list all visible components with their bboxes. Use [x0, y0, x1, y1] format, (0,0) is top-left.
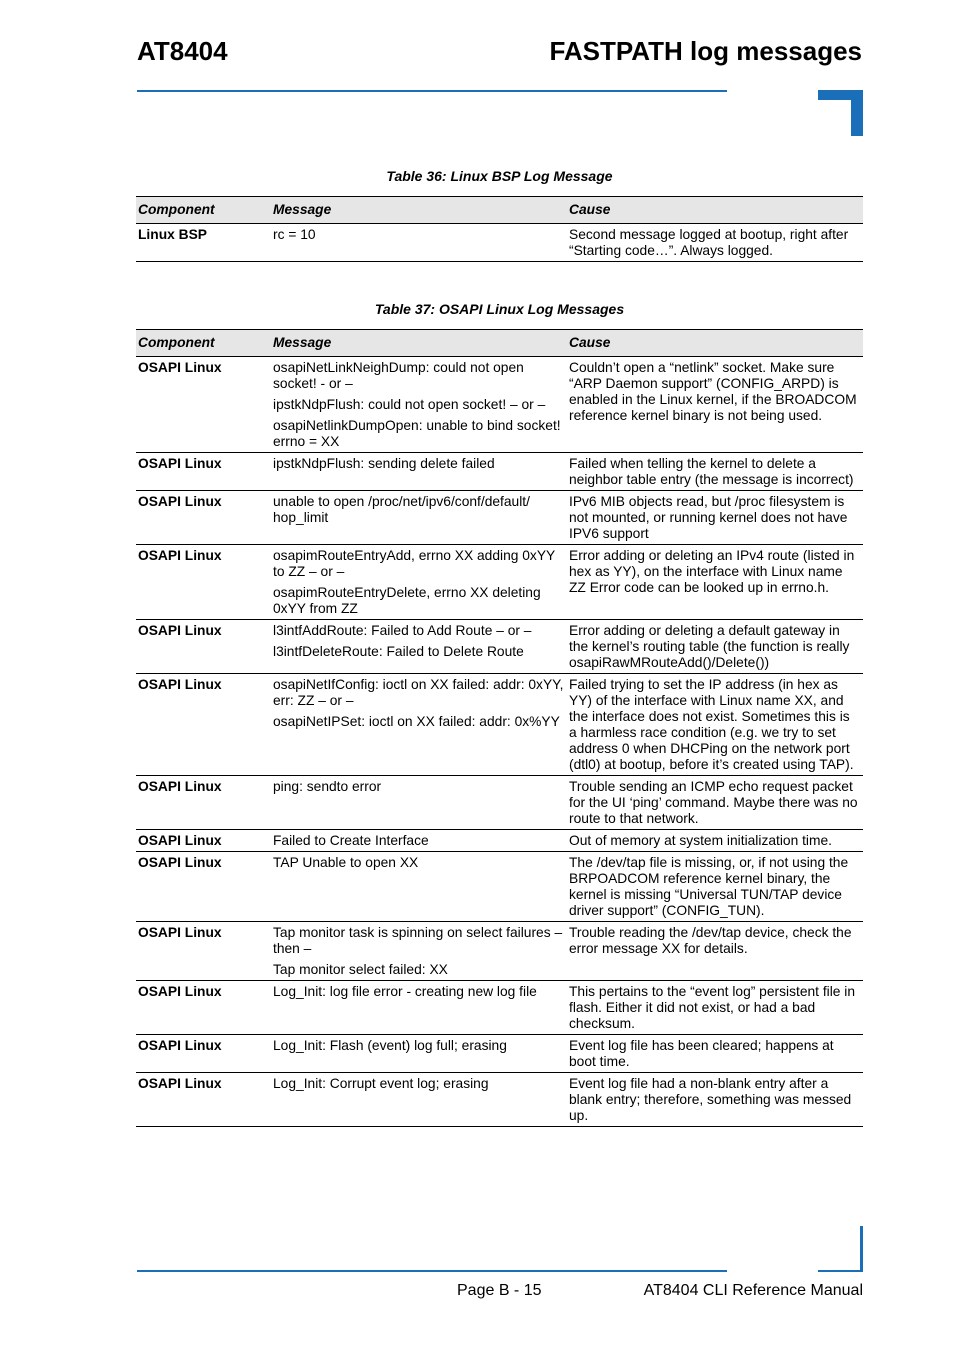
component-cell: OSAPI Linux [136, 453, 271, 491]
column-header-message: Message [271, 330, 567, 357]
cause-cell: Trouble reading the /dev/tap device, check the error message XX for details. [567, 922, 863, 981]
message-line: Tap monitor task is spinning on select failures – then – [273, 925, 563, 956]
cause-cell: Event log file had a non-blank entry after a blank entry; therefore, something was messed up. [567, 1073, 863, 1127]
column-header-component: Component [136, 330, 271, 357]
table-row [136, 491, 863, 545]
table-row [136, 1073, 863, 1127]
table-row [136, 224, 863, 262]
message-cell [271, 922, 567, 981]
table-row [136, 852, 863, 922]
table-row [136, 1035, 863, 1073]
message-line: Failed to Create Interface [273, 833, 429, 848]
table37 [136, 329, 863, 1127]
message-line: osapiNetIfConfig: ioctl on XX failed: addr: 0xYY, err: ZZ – or – [273, 677, 564, 708]
cause-cell: Second message logged at bootup, right after “Starting code…”. Always logged. [567, 224, 863, 262]
column-header-component: Component [136, 197, 271, 224]
component-cell: OSAPI Linux [136, 852, 271, 922]
message-line: ipstkNdpFlush: could not open socket! – or – [273, 397, 546, 412]
manual-title: AT8404 CLI Reference Manual [643, 1282, 863, 1299]
message-cell [271, 545, 567, 620]
message-line: l3intfAddRoute: Failed to Add Route – or – [273, 623, 532, 638]
component-cell: OSAPI Linux [136, 1073, 271, 1127]
column-header-message: Message [271, 197, 567, 224]
component-cell: OSAPI Linux [136, 830, 271, 852]
message-line: rc = 10 [273, 227, 316, 242]
footer-rule [137, 1270, 727, 1272]
component-cell: OSAPI Linux [136, 776, 271, 830]
component-cell: Linux BSP [136, 224, 271, 262]
corner-mark-bottom-horizontal [818, 1270, 863, 1272]
column-header-cause: Cause [567, 197, 863, 224]
message-cell [271, 1073, 567, 1127]
component-cell: OSAPI Linux [136, 1035, 271, 1073]
message-cell [271, 776, 567, 830]
message-cell [271, 1035, 567, 1073]
table-row [136, 357, 863, 453]
message-cell [271, 674, 567, 776]
cause-cell: Event log file has been cleared; happens at boot time. [567, 1035, 863, 1073]
table-row [136, 830, 863, 852]
message-cell [271, 453, 567, 491]
header-rule [137, 90, 727, 92]
message-cell [271, 852, 567, 922]
component-cell: OSAPI Linux [136, 620, 271, 674]
message-line: osapimRouteEntryAdd, errno XX adding 0xYY to ZZ – or – [273, 548, 555, 579]
table-row [136, 453, 863, 491]
message-line: ipstkNdpFlush: sending delete failed [273, 456, 495, 471]
message-line: Log_Init: Flash (event) log full; erasing [273, 1038, 507, 1053]
cause-cell: Failed trying to set the IP address (in hex as YY) of the interface with Linux name XX, and the interface does not exist. Sometimes this is a harmless race condition (e.g. we try to set address 0 when DHCPing on the network port (dtl0) at bootup, before it’s created using TAP). [567, 674, 863, 776]
cause-cell: Trouble sending an ICMP echo request packet for the UI ‘ping’ command. Maybe there was no route to that network. [567, 776, 863, 830]
message-cell [271, 491, 567, 545]
message-line: osapiNetlinkDumpOpen: unable to bind socket! errno = XX [273, 418, 561, 449]
message-line: l3intfDeleteRoute: Failed to Delete Route [273, 644, 524, 659]
cause-cell: Couldn’t open a “netlink” socket. Make sure “ARP Daemon support” (CONFIG_ARPD) is enabled in the Linux kernel, if the BROADCOM reference kernel binary is not being used. [567, 357, 863, 453]
message-line: ping: sendto error [273, 779, 382, 794]
component-cell: OSAPI Linux [136, 981, 271, 1035]
table-row [136, 922, 863, 981]
table36-header-row [136, 197, 863, 224]
page-number: Page B - 15 [457, 1282, 542, 1299]
table37-header-row [136, 330, 863, 357]
cause-cell: Error adding or deleting an IPv4 route (listed in hex as YY), on the interface with Linux name ZZ Error code can be looked up in errno.h. [567, 545, 863, 620]
table-row [136, 776, 863, 830]
table36-caption: Table 36: Linux BSP Log Message [386, 168, 613, 184]
component-cell: OSAPI Linux [136, 674, 271, 776]
table37-caption: Table 37: OSAPI Linux Log Messages [374, 301, 625, 317]
message-cell [271, 620, 567, 674]
cause-cell: Error adding or deleting a default gateway in the kernel’s routing table (the function is really osapiRawMRouteAdd()/Delete()) [567, 620, 863, 674]
cause-cell: Failed when telling the kernel to delete a neighbor table entry (the message is incorrect) [567, 453, 863, 491]
cause-cell: This pertains to the “event log” persistent file in flash. Either it did not exist, or had a bad checksum. [567, 981, 863, 1035]
message-line: osapimRouteEntryDelete, errno XX deleting 0xYY from ZZ [273, 585, 541, 616]
table-row [136, 981, 863, 1035]
cause-cell: Out of memory at system initialization time. [567, 830, 863, 852]
message-line: osapiNetLinkNeighDump: could not open socket! - or – [273, 360, 524, 391]
message-line: Log_Init: log file error - creating new log file [273, 984, 537, 999]
table-row [136, 620, 863, 674]
component-cell: OSAPI Linux [136, 922, 271, 981]
corner-mark-top-vertical [851, 90, 863, 136]
component-cell: OSAPI Linux [136, 491, 271, 545]
header-product-title: AT8404 [137, 36, 228, 66]
cause-cell: IPv6 MIB objects read, but /proc filesystem is not mounted, or running kernel does not have IPV6 support [567, 491, 863, 545]
corner-mark-bottom-vertical [860, 1226, 863, 1272]
component-cell: OSAPI Linux [136, 357, 271, 453]
message-cell [271, 224, 567, 262]
message-line: Log_Init: Corrupt event log; erasing [273, 1076, 489, 1091]
table-row [136, 674, 863, 776]
message-line: Tap monitor select failed: XX [273, 962, 448, 977]
cause-cell: The /dev/tap file is missing, or, if not using the BRPOADCOM reference kernel binary, the kernel is missing “Universal TUN/TAP device driver support” (CONFIG_TUN). [567, 852, 863, 922]
message-line: osapiNetIPSet: ioctl on XX failed: addr: 0x%YY [273, 714, 560, 729]
message-cell [271, 357, 567, 453]
component-cell: OSAPI Linux [136, 545, 271, 620]
message-cell [271, 830, 567, 852]
table36 [136, 196, 863, 262]
message-line: unable to open /proc/net/ipv6/conf/default/ hop_limit [273, 494, 530, 525]
message-line: TAP Unable to open XX [273, 855, 419, 870]
column-header-cause: Cause [567, 330, 863, 357]
message-cell [271, 981, 567, 1035]
header-section-title: FASTPATH log messages [549, 36, 862, 66]
table-row [136, 545, 863, 620]
